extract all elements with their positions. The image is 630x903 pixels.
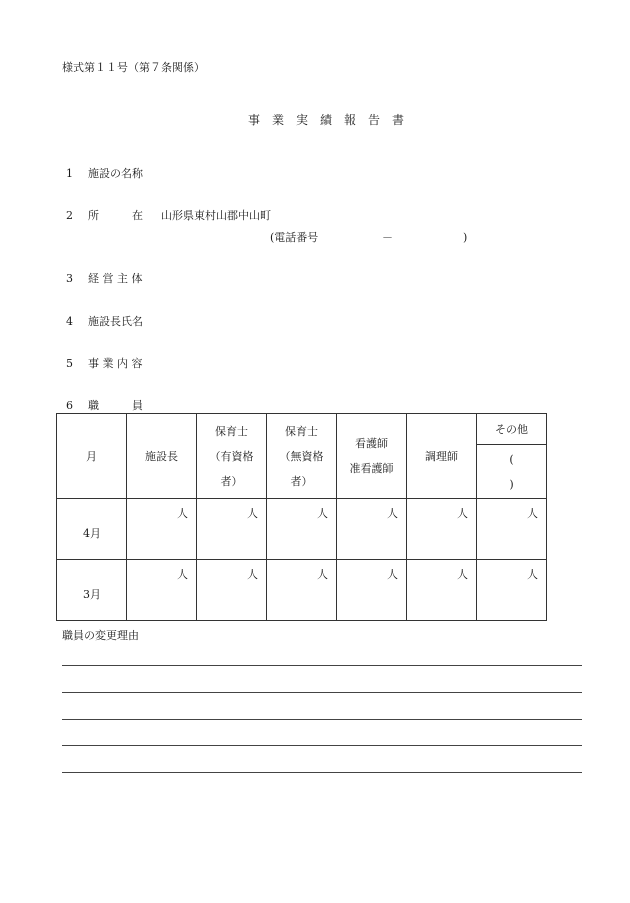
unit-label: 人 bbox=[247, 507, 258, 520]
row-month-cell bbox=[57, 499, 127, 560]
reason-line-1 bbox=[62, 665, 582, 666]
header-month: 月 bbox=[57, 414, 127, 499]
header-nurse-unqualified: 保育士 （無資格 者） bbox=[267, 414, 337, 499]
phone-label: (電話番号 bbox=[270, 231, 319, 244]
count-cell bbox=[197, 560, 267, 621]
unit-label: 人 bbox=[317, 507, 328, 520]
row-month-label: 3月 bbox=[83, 588, 101, 601]
change-reason-label: 職員の変更理由 bbox=[62, 629, 139, 642]
staff-table bbox=[56, 413, 547, 621]
reason-line-2 bbox=[62, 692, 582, 693]
table-header-row bbox=[57, 414, 547, 445]
form-number: 様式第１１号（第７条関係） bbox=[62, 61, 205, 74]
header-other-blank: ( ) bbox=[477, 445, 547, 499]
director-name-label: 施設長氏名 bbox=[88, 315, 143, 328]
reason-line-3 bbox=[62, 719, 582, 720]
count-cell bbox=[477, 560, 547, 621]
unit-label: 人 bbox=[527, 507, 538, 520]
unit-label: 人 bbox=[177, 507, 188, 520]
phone-close: ) bbox=[463, 231, 468, 244]
phone-dash: － bbox=[382, 231, 393, 244]
header-cook: 調理師 bbox=[407, 414, 477, 499]
unit-label: 人 bbox=[457, 507, 468, 520]
count-cell bbox=[407, 560, 477, 621]
header-nurse-qualified: 保育士 （有資格 者） bbox=[197, 414, 267, 499]
reason-line-4 bbox=[62, 745, 582, 746]
row-month-label: 4月 bbox=[83, 527, 101, 540]
item-4-number: 4 bbox=[66, 315, 73, 328]
unit-label: 人 bbox=[457, 568, 468, 581]
count-cell bbox=[267, 499, 337, 560]
facility-name-label: 施設の名称 bbox=[88, 167, 143, 180]
table-row bbox=[57, 499, 547, 560]
location-value: 山形県東村山郡中山町 bbox=[161, 209, 271, 222]
unit-label: 人 bbox=[387, 568, 398, 581]
count-cell bbox=[127, 560, 197, 621]
header-other: その他 bbox=[477, 414, 547, 445]
count-cell bbox=[407, 499, 477, 560]
count-cell bbox=[477, 499, 547, 560]
row-month-cell bbox=[57, 560, 127, 621]
staff-label: 職 員 bbox=[88, 399, 143, 412]
item-5-number: 5 bbox=[66, 357, 73, 370]
reason-line-5 bbox=[62, 772, 582, 773]
unit-label: 人 bbox=[247, 568, 258, 581]
item-1-number: 1 bbox=[66, 167, 73, 180]
item-3-number: 3 bbox=[66, 272, 73, 285]
item-2-number: 2 bbox=[66, 209, 73, 222]
count-cell bbox=[337, 560, 407, 621]
count-cell bbox=[127, 499, 197, 560]
unit-label: 人 bbox=[317, 568, 328, 581]
count-cell bbox=[267, 560, 337, 621]
header-director: 施設長 bbox=[127, 414, 197, 499]
header-nursing: 看護師 准看護師 bbox=[337, 414, 407, 499]
table-row bbox=[57, 560, 547, 621]
item-6-number: 6 bbox=[66, 399, 73, 412]
unit-label: 人 bbox=[527, 568, 538, 581]
business-content-label: 事 業 内 容 bbox=[88, 357, 143, 370]
count-cell bbox=[197, 499, 267, 560]
location-label: 所 在 bbox=[88, 209, 143, 222]
unit-label: 人 bbox=[387, 507, 398, 520]
count-cell bbox=[337, 499, 407, 560]
page-title: 事 業 実 績 報 告 書 bbox=[248, 113, 405, 127]
unit-label: 人 bbox=[177, 568, 188, 581]
operator-label: 経 営 主 体 bbox=[88, 272, 143, 285]
